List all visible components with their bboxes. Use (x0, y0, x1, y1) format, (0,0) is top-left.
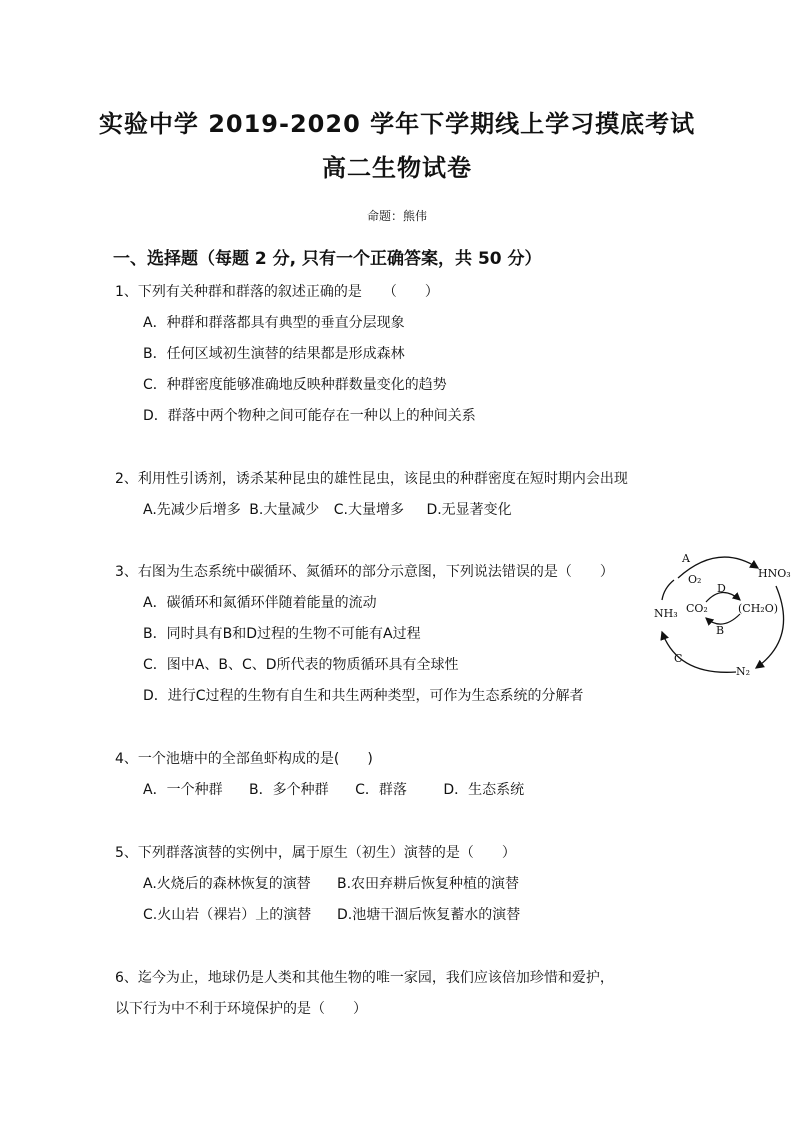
question-3-stem: 3、右图为生态系统中碳循环、氮循环的部分示意图，下列说法错误的是（ ） (115, 564, 614, 580)
label-co2: CO₂ (686, 602, 708, 615)
arc-hno3-n2 (756, 586, 784, 668)
question-5-stem: 5、下列群落演替的实例中，属于原生（初生）演替的是（ ） (115, 845, 516, 861)
question-3-option-d: D．进行C过程的生物有自生和共生两种类型，可作为生态系统的分解者 (143, 688, 584, 704)
label-d: D (717, 582, 726, 595)
question-3-option-a: A．碳循环和氮循环伴随着能量的流动 (143, 595, 377, 611)
question-6-stem: 6、迄今为止，地球仍是人类和其他生物的唯一家园，我们应该倍加珍惜和爱护， (115, 970, 614, 986)
question-4-option-c: C．群落 (355, 782, 407, 798)
label-a: A (682, 552, 690, 565)
label-b: B (716, 624, 725, 637)
question-2-options (143, 501, 512, 519)
label-n2: N₂ (736, 665, 751, 678)
question-3-option-b: B．同时具有B和D过程的生物不可能有A过程 (143, 626, 421, 642)
question-3-option-c: C．图中A、B、C、D所代表的物质循环具有全球性 (143, 657, 459, 673)
question-2-stem: 2、利用性引诱剂，诱杀某种昆虫的雄性昆虫，该昆虫的种群密度在短时期内会出现 (115, 471, 628, 487)
question-1-option-c: C．种群密度能够准确地反映种群数量变化的趋势 (143, 377, 447, 393)
carbon-nitrogen-cycle-diagram (648, 548, 794, 680)
question-2-option-a: A.先减少后增多 (143, 502, 241, 518)
question-5-option-d: D.池塘干涸后恢复蓄水的演替 (337, 907, 521, 923)
question-4-option-d: D．生态系统 (443, 782, 525, 798)
label-o2: O₂ (688, 573, 702, 586)
question-2-option-d: D.无显著变化 (426, 502, 512, 518)
arc-b (706, 614, 740, 624)
question-5-option-b: B.农田弃耕后恢复种植的演替 (337, 876, 520, 892)
question-4-stem: 4、一个池塘中的全部鱼虾构成的是( ) (115, 751, 373, 767)
label-nh3: NH₃ (654, 607, 678, 620)
section-heading: 一、选择题（每题 2 分, 只有一个正确答案，共 50 分） (113, 249, 542, 269)
exam-title-line1: 实验中学 2019-2020 学年下学期线上学习摸底考试 (98, 110, 696, 138)
question-1-option-b: B．任何区域初生演替的结果都是形成森林 (143, 346, 405, 362)
label-hno3: HNO₃ (758, 567, 791, 580)
question-4-option-a: A．一个种群 (143, 782, 223, 798)
question-1-stem: 1、下列有关种群和群落的叙述正确的是 （ ） (115, 284, 439, 300)
label-c: C (674, 652, 683, 665)
exam-title-line2: 高二生物试卷 (322, 154, 472, 182)
question-1-option-d: D．群落中两个物种之间可能存在一种以上的种间关系 (143, 408, 476, 424)
author-line: 命题：熊伟 (366, 209, 427, 223)
question-5-option-c: C.火山岩（裸岩）上的演替 (143, 907, 312, 923)
question-4-options (143, 781, 524, 799)
question-6-stem-line2: 以下行为中不利于环境保护的是（ ） (115, 1001, 367, 1017)
label-ch2o: (CH₂O) (738, 602, 779, 615)
question-5-option-a: A.火烧后的森林恢复的演替 (143, 876, 311, 892)
question-1-option-a: A．种群和群落都具有典型的垂直分层现象 (143, 315, 405, 331)
arc-nh3-up (662, 580, 674, 600)
question-2-option-c: C.大量增多 (333, 502, 404, 518)
question-2-option-b: B.大量减少 (249, 502, 320, 518)
question-4-option-b: B．多个种群 (249, 782, 329, 798)
